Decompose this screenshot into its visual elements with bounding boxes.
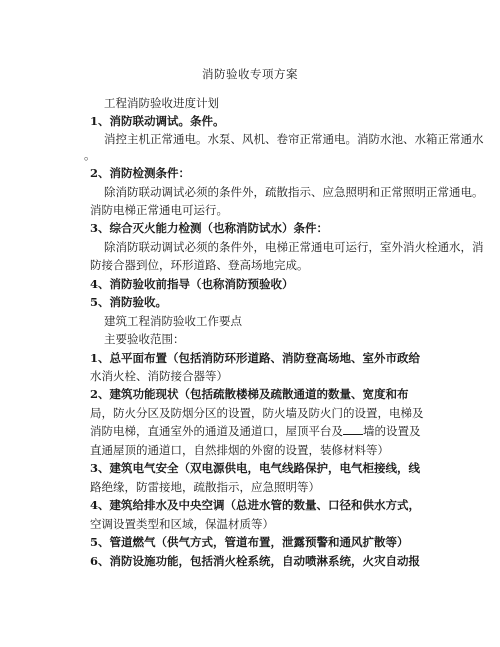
fill-in-blank — [343, 424, 363, 435]
item-1-body-cont: 。 — [84, 148, 96, 162]
scope-2-heading: 2、建筑功能现状（包括疏散楼梯及疏散通道的数量、宽度和布 — [90, 387, 409, 401]
section-heading-keypoints: 建筑工程消防验收工作要点 — [104, 314, 242, 328]
scope-6-heading: 6、消防设施功能，包括消火栓系统，自动喷淋系统，火灾自动报 — [90, 554, 420, 568]
scope-1-cont: 水消火栓、消防接合器等） — [90, 369, 228, 383]
scope-3-heading: 3、建筑电气安全（双电源供电，电气线路保护，电气柜接线，线 — [90, 461, 420, 475]
scope-5-heading: 5、管道燃气（供气方式，管道布置，泄露预警和通风扩散等） — [90, 535, 409, 549]
scope-3-cont: 路绝缘，防雷接地，疏散指示，应急照明等） — [90, 480, 320, 494]
item-3-body: 除消防联动调试必须的条件外，电梯正常通电可运行，室外消火栓通水，消 — [104, 240, 484, 254]
scope-2-line-4: 直通屋顶的通道口，自然排烟的外窗的设置，装修材料等） — [90, 443, 389, 457]
item-2-heading: 2、消防检测条件： — [90, 166, 191, 180]
section-heading-schedule: 工程消防验收进度计划 — [104, 96, 219, 110]
item-5-heading: 5、消防验收。 — [90, 295, 168, 309]
item-3-body-cont: 防接合器到位，环形道路、登高场地完成。 — [90, 258, 309, 272]
item-2-body: 除消防联动调试必须的条件外，疏散指示、应急照明和正常照明正常通电。 — [104, 185, 484, 199]
scope-label: 主要验收范围： — [104, 332, 185, 346]
scope-2-line-3 — [90, 424, 421, 438]
item-1-body: 消控主机正常通电。水泵、风机、卷帘正常通电。消防水池、水箱正常通水 — [104, 132, 484, 146]
scope-4-cont: 空调设置类型和区域，保温材质等） — [90, 517, 274, 531]
scope-2-line-3-part-a: 消防电梯，直通室外的通道及通道口，屋顶平台及 — [90, 424, 343, 438]
item-4-heading: 4、消防验收前指导（也称消防预验收） — [90, 277, 294, 291]
item-2-body-cont: 消防电梯正常通电可运行。 — [90, 203, 228, 217]
item-1-heading: 1、消防联动调试。条件。 — [90, 114, 225, 128]
scope-4-heading: 4、建筑给排水及中央空调（总进水管的数量、口径和供水方式， — [90, 498, 420, 512]
scope-1-heading: 1、总平面布置（包括消防环形道路、消防登高场地、室外市政给 — [90, 351, 420, 365]
scope-2-line-3-part-b: 墙的设置及 — [363, 424, 421, 438]
item-3-heading: 3、综合灭火能力检测（也称消防试水）条件： — [90, 221, 328, 235]
scope-2-line-2: 局，防火分区及防烟分区的设置，防火墙及防火门的设置，电梯及 — [90, 406, 424, 420]
document-title: 消防验收专项方案 — [202, 67, 298, 81]
